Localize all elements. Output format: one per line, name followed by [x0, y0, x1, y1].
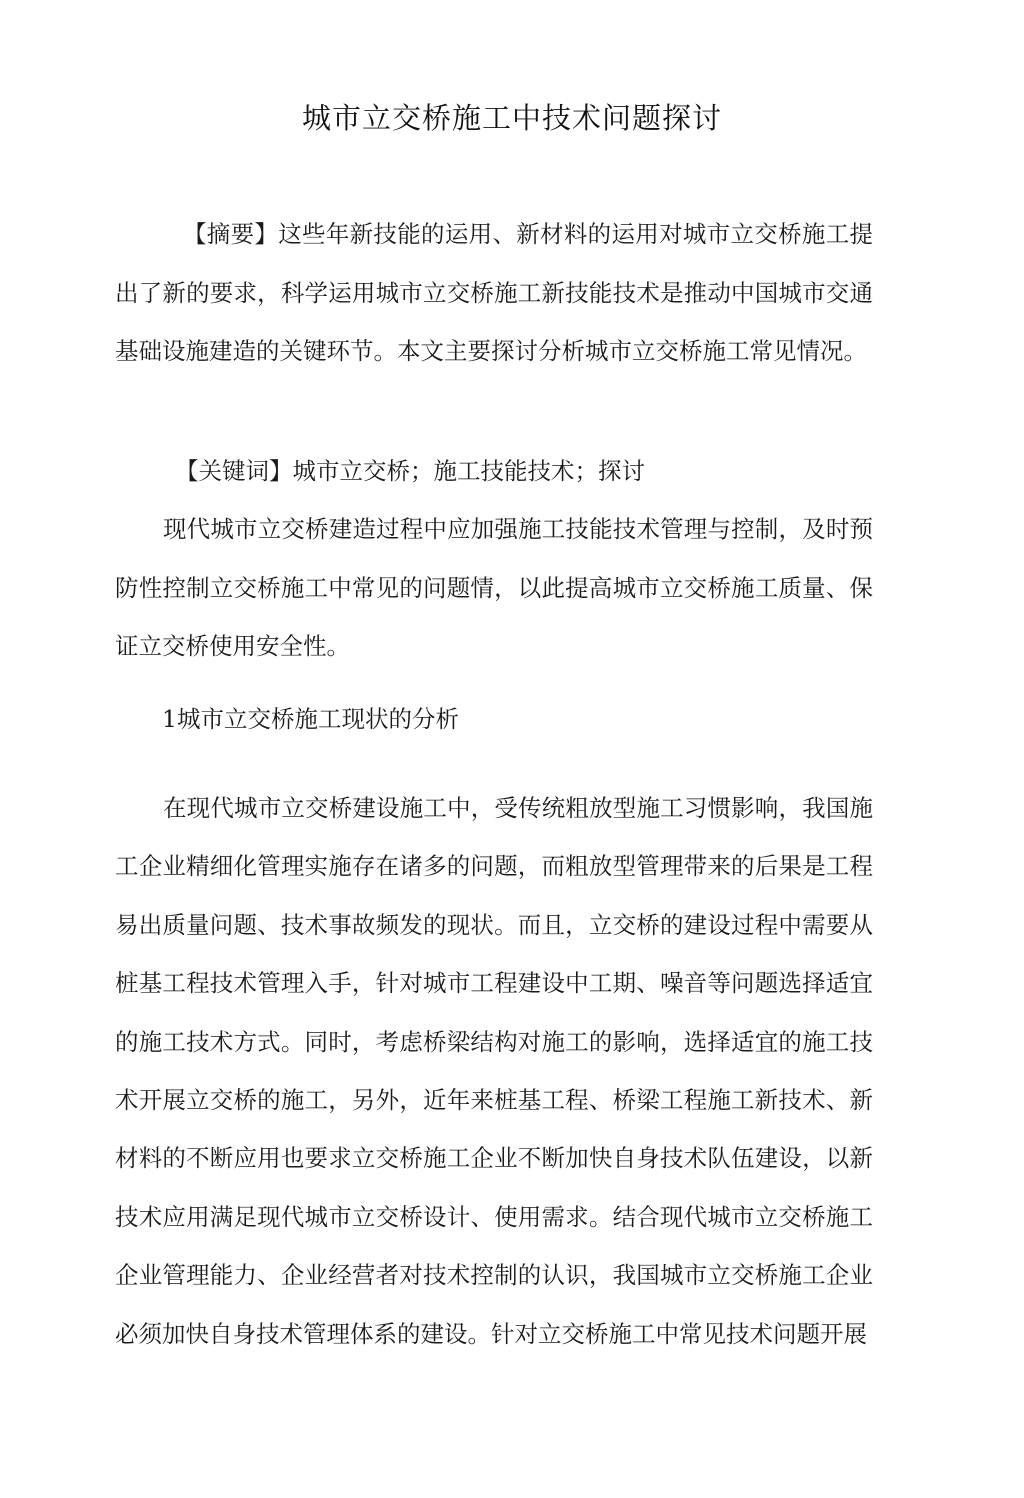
abstract-paragraph: 【摘要】这些年新技能的运用、新材料的运用对城市立交桥施工提出了新的要求，科学运用城市立交桥施工新技能技术是推动中国城市交通基础设施建造的关键环节。本文主要探讨分析城市立交桥施工常见情况。	[115, 220, 873, 365]
section-heading: 1城市立交桥施工现状的分析	[162, 705, 459, 733]
document-title: 城市立交桥施工中技术问题探讨	[301, 101, 722, 135]
intro-paragraph: 现代城市立交桥建造过程中应加强施工技能技术管理与控制，及时预防性控制立交桥施工中常见的问题情，以此提高城市立交桥施工质量、保证立交桥使用安全性。	[115, 515, 873, 660]
body-paragraph: 在现代城市立交桥建设施工中，受传统粗放型施工习惯影响，我国施工企业精细化管理实施存在诸多的问题，而粗放型管理带来的后果是工程易出质量问题、技术事故频发的现状。而且，立交桥的建设过程中需要从桩基工程技术管理入手，针对城市工程建设中工期、噪音等问题选择适宜的施工技术方式。同时，考虑桥梁结构对施工的影响，选择适宜的施工技术开展立交桥的施工，另外，近年来桩基工程、桥梁工程施工新技术、新材料的不断应用也要求立交桥施工企业不断加快自身技术队伍建设，以新技术应用满足现代城市立交桥设计、使用需求。结合现代城市立交桥施工企业管理能力、企业经营者对技术控制的认识，我国城市立交桥施工企业必须加快自身技术管理体系的建设。针对立交桥施工中常见技术问题开展	[115, 794, 873, 1348]
keywords-paragraph: 【关键词】城市立交桥；施工技能技术；探讨	[175, 457, 645, 485]
